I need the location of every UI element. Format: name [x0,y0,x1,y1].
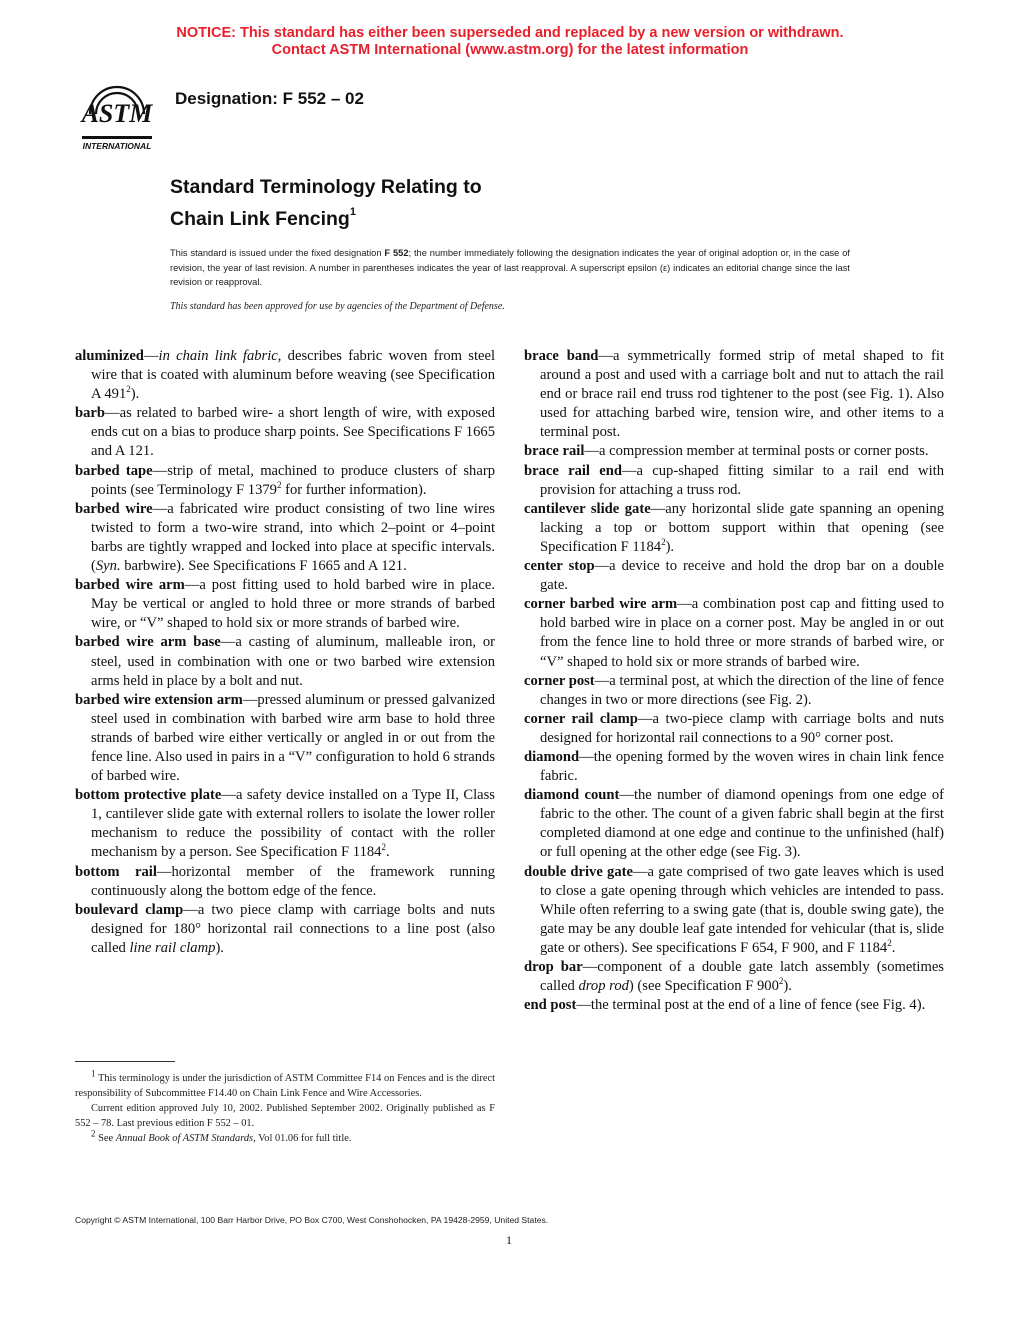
glossary-entry [524,442,944,461]
footnote [75,1128,495,1146]
definition-tail: ) (see Specification F 900 [628,978,779,995]
term: brace band [524,348,599,364]
definition-tail: . [385,844,390,861]
footnotes [75,1068,495,1146]
term: cantilever slide gate [524,500,651,517]
withdrawn-notice [0,25,1020,59]
definition-tail: ). [215,939,224,956]
term: diamond [524,748,580,765]
definition: —as related to barbed wire- a short length of wire, with exposed ends cut on a bias to produce sharp points. See Specifications F 1665 and A 121. [91,405,495,460]
term: barbed wire [75,500,153,517]
issuance-statement [170,246,850,290]
definition-italic: Syn. [95,558,121,575]
definition: —strip of metal, machined to produce clusters of sharp points (see Terminology F 1379 [91,462,495,498]
term: corner rail clamp [524,710,638,727]
term: double drive gate [524,863,633,880]
term-context: in chain link fabric [158,348,278,364]
title-line-2 [170,200,482,232]
glossary-entry [524,500,944,557]
term: bottom protective plate [75,787,222,804]
footnote-divider [75,1061,175,1062]
glossary-entry: aluminized—in chain link fabric, describes fabric woven from steel wire that is coated with aluminum before weaving (see Specification A $491^2$). [75,348,496,403]
definition: , describes fabric woven from steel wire that is coated with aluminum before weaving (see Specification A 491 [91,348,496,403]
glossary-entry [524,863,944,958]
footnote-ref: 2 [661,537,666,548]
right-column [524,347,944,1015]
glossary-entry [524,557,944,595]
issued-designation: F 552 [384,248,409,258]
logo-subtext: INTERNATIONAL [82,141,152,151]
footnote-ref: 2 [381,842,386,853]
term: diamond count [524,787,620,804]
term: aluminized [75,348,144,364]
term: barbed tape [75,462,153,479]
definition-tail: ). [130,386,140,403]
term: drop bar [524,959,583,975]
footnote-text: This terminology is under the jurisdiction of ASTM Committee F14 on Fences and is the direct responsibility of Subcommittee F14.40 on Chain Link Fence and Wire Accessories. [75,1073,495,1099]
copyright: Copyright © ASTM International, 100 Barr Harbor Drive, PO Box C700, West Conshohocken, PA 19428-2959, United States. [75,1215,549,1225]
footnote-text: See [95,1133,116,1144]
term: barbed wire arm base [75,634,221,651]
term: brace rail [524,443,585,460]
glossary-entry [524,462,944,500]
issued-part-2: ; the number immediately following the designation indicates the year of original adoption or, in the case of revision, the year of last revision. A number in parentheses indicates the year of last reapproval. A superscript epsilon (ε) indicates an editorial change since the last revision or reapproval. [170,248,851,287]
footnote-tail: , Vol 01.06 for full title. [253,1133,352,1144]
glossary-entry [524,748,944,786]
footnote-ref: 2 [887,938,892,949]
definition: —pressed aluminum or pressed galvanized steel used in combination with barbed wire arm base to hold three strands of barbed wire either vertically or angled in or out from the fence line. Also used in pairs in a “V” configuration to hold 6 strands of barbed wire. [91,691,496,785]
term: barb [75,405,106,422]
astm-logo [74,74,160,154]
term: corner post [524,672,595,689]
glossary-entry [524,996,944,1015]
footnote-mark: 1 [91,1068,96,1079]
term: center stop [524,558,595,575]
glossary-entry [524,347,944,442]
glossary-entry [524,595,944,671]
term: bottom rail [75,863,157,880]
glossary-entry [524,672,944,710]
glossary-entry [75,901,495,958]
definition: —a two piece clamp with carriage bolts and nuts designed for 180° horizontal rail connections to a line post (also called [91,901,495,956]
title-line-1: Standard Terminology Relating to [170,176,482,198]
definition: —a safety device installed on a Type II, Class 1, cantilever slide gate with external rollers to isolate the lower roller mechanism to reduce the possibility of contact with the roller mechanism by a person. See Specification F 1184 [91,787,495,861]
definition: —a compression member at terminal posts or corner posts. [584,443,929,460]
designation: Designation: F 552 – 02 [175,89,364,108]
footnote-italic: Annual Book of ASTM Standards [115,1133,254,1144]
glossary-entry [75,863,495,901]
notice-line-2: Contact ASTM International (www.astm.org) for the latest information [271,42,749,58]
definition: —a gate comprised of two gate leaves which is used to close a gate opening through which vehicles are intended to pass. While often referring to a swing gate (that is, double swing gate), the gate may be any double leaf gate intended for vehicular (that is, slide gate or others). See specifications F 654, F 900, and F 1184 [540,863,944,956]
definition-tail: for further information). [281,481,427,498]
definition: —component of a double gate latch assembly (sometimes called [540,959,944,995]
definition: —a cup-shaped fitting similar to a rail end with provision for attaching a truss rod. [540,462,944,498]
page-title [170,175,482,232]
definition: —the opening formed by the woven wires in chain link fence fabric. [540,748,944,785]
left-column [75,347,495,958]
definition-tail: . [891,939,896,956]
glossary-entry [75,576,495,633]
term: barbed wire arm [75,577,185,594]
glossary-entry [75,633,495,690]
definition-tail: ). [783,978,792,995]
glossary-entry [75,786,495,862]
page-number: 1 [506,1233,512,1247]
issued-part-1: This standard is issued under the fixed designation [170,248,385,258]
term: barbed wire extension arm [75,691,243,708]
footnote [75,1068,495,1101]
term: brace rail end [524,462,622,479]
definition: —a post fitting used to hold barbed wire in place. May be vertical or angled to hold three or more strands of barbed wire, or “V” shaped to hold six or more strands of barbed wire. [91,577,495,632]
glossary-entry [75,500,495,576]
glossary-entry [524,786,944,862]
footnote-mark: 2 [91,1128,96,1139]
glossary-entry [524,958,944,996]
glossary-entry [75,691,495,786]
definition-italic: line rail clamp [129,939,216,956]
footnote-ref: 2 [276,479,282,490]
definition: —a combination post cap and fitting used to hold barbed wire in place on a corner post. May be angled in or out from the fence line to hold three or more strands of barbed wire, or “V” shaped to hold six or more strands of barbed wire. [540,596,944,670]
title-footnote-ref: 1 [349,206,356,218]
definition: —any horizontal slide gate spanning an opening lacking a top or bottom support within that opening (see Specification F 1184 [540,500,945,555]
definition-italic: drop rod [578,978,629,995]
logo-text: ASTM [81,99,153,128]
footnote [75,1101,495,1131]
definition-tail: ). [665,538,675,555]
definition: —a terminal post, at which the direction of the line of fence changes in two or more directions (see Fig. 2). [540,672,944,708]
glossary-entry [75,462,495,500]
footnote-ref: 2 [126,384,131,395]
footnote-text: Current edition approved July 10, 2002. Published September 2002. Originally published as F 552 – 78. Last previous edition F 552 – 01. [75,1103,495,1129]
definition: —a device to receive and hold the drop bar on a double gate. [540,558,944,594]
title-line-2-text: Chain Link Fencing [170,208,350,230]
term: corner barbed wire arm [524,596,678,613]
definition: —horizontal member of the framework running continuously along the bottom edge of the fence. [91,863,495,899]
footnote-ref: 2 [778,976,784,987]
dod-approval: This standard has been approved for use by agencies of the Department of Defense. [170,301,505,312]
definition: —a casting of aluminum, malleable iron, or steel, used in combination with one or two barbed wire extension arms held in place by a bolt and nut. [91,634,495,689]
definition-tail: barbwire). See Specifications F 1665 and A 121. [120,558,407,575]
definition: —the number of diamond openings from one edge of fabric to the other. The count of a given fabric shall begin at the first completed diamond at one edge and continue to the unfinished (half) or full opening at the other edge (see Fig. 3). [540,787,944,861]
definition: —a fabricated wire product consisting of two line wires twisted to form a two-wire strand, into which 2–point or 4–point barbs are tightly wrapped and locked into place at specific intervals. ( [91,500,495,575]
definition: —the terminal post at the end of a line of fence (see Fig. 4). [576,997,926,1014]
definition: —a two-piece clamp with carriage bolts and nuts designed for horizontal rail connections to a 90° corner post. [540,710,945,746]
notice-line-1: NOTICE: This standard has either been superseded and replaced by a new version or withdrawn. [176,25,844,41]
term: end post [524,997,577,1014]
term: boulevard clamp [75,901,184,918]
glossary-entry [524,710,944,748]
definition: —a symmetrically formed strip of metal shaped to fit around a post and used with a carriage bolt and nut to attach the rail end or brace rail end truss rod tightener to the post (see Fig. 1). Also used for attaching barbed wire, tension wire, and other items to a terminal post. [540,348,944,441]
glossary-entry [75,404,495,461]
